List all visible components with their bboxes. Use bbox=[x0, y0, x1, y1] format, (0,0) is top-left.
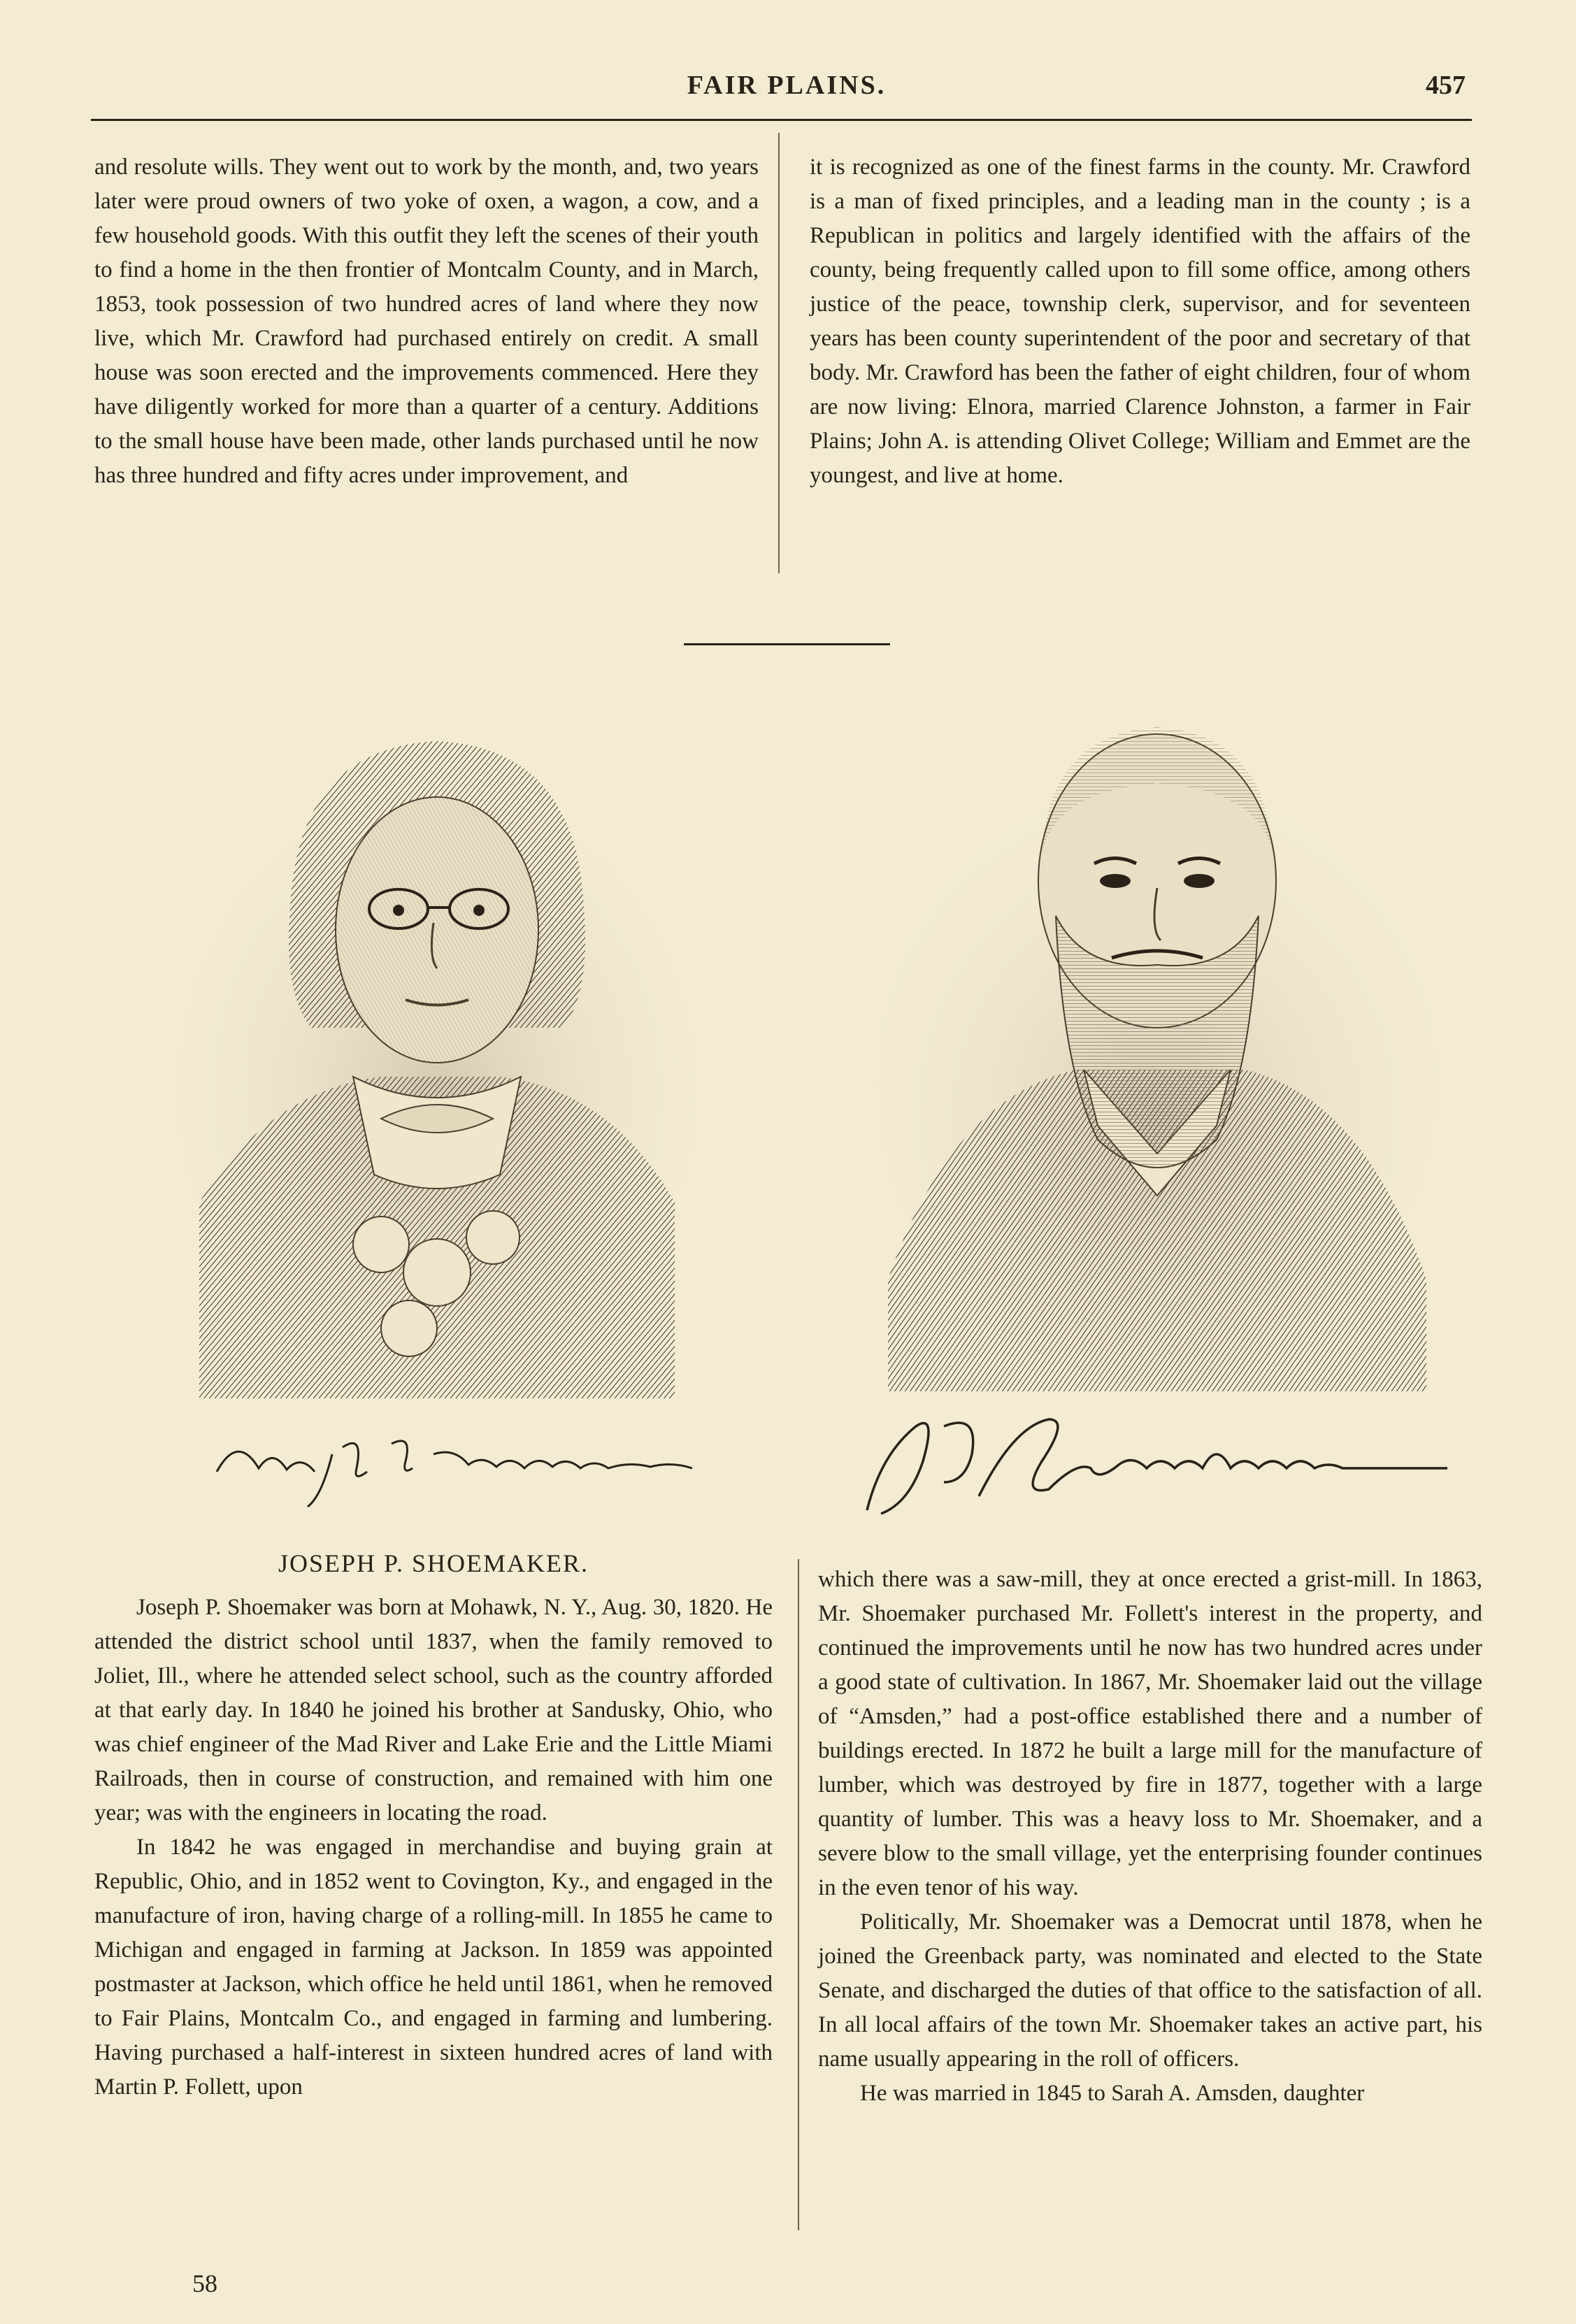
top-right-column bbox=[810, 150, 1470, 493]
folio: 58 bbox=[192, 2269, 217, 2297]
signature-j-p-shoemaker bbox=[839, 1398, 1454, 1524]
portrait-j-p-shoemaker bbox=[867, 706, 1447, 1391]
portrait-mrs-shoemaker bbox=[171, 699, 703, 1398]
page-number: 457 bbox=[1426, 71, 1466, 100]
signature-mrs-shoemaker bbox=[203, 1405, 706, 1510]
column-divider-bottom bbox=[798, 1559, 799, 2230]
column-divider-top bbox=[778, 133, 780, 573]
article-heading: JOSEPH P. SHOEMAKER. bbox=[278, 1549, 589, 1577]
paragraph: Joseph P. Shoemaker was born at Mohawk, N. Y., Aug. 30, 1820. He attended the district school until 1837, when the family removed to Joliet, Ill., where he attended select school, such as the country afforded at that early day. In 1840 he joined his brother at Sandusky, Ohio, who was chief engineer of the Mad River and Lake Erie and the Little Miami Railroads, then in course of construction, and remained with him one year; was with the engineers in locating the road. bbox=[94, 1595, 773, 1826]
running-head bbox=[0, 70, 1576, 112]
paragraph: In 1842 he was engaged in merchandise and buying grain at Republic, Ohio, and in 1852 went to Covington, Ky., and engaged in the manufacture of iron, having charge of a rolling-mill. In 1855 he came to Michigan and engaged in farming at Jackson. In 1859 was appointed postmaster at Jackson, which office he held until 1861, when he removed to Fair Plains, Montcalm Co., and engaged in farming and lumbering. Having purchased a half-interest in sixteen hundred acres of land with Martin P. Follett, upon bbox=[94, 1835, 773, 2100]
bottom-left-column bbox=[94, 1591, 773, 2104]
paragraph: Politically, Mr. Shoemaker was a Democrat until 1878, when he joined the Greenback party, was nominated and elected to the State Senate, and discharged the duties of that office to the satisfaction of all. In all local affairs of the town Mr. Shoemaker takes an active part, his name usually appearing in the roll of officers. bbox=[818, 1909, 1482, 2072]
running-title: FAIR PLAINS. bbox=[687, 71, 887, 100]
top-right-text: it is recognized as one of the finest farms in the county. Mr. Crawford is a man of fixed principles, and a leading man in the county ; is a Republican in politics and largely identified with the affairs of the county, being frequently called upon to fill some office, among others justice of the peace, township clerk, supervisor, and for seventeen years has been county superintendent of the poor and secretary of that body. Mr. Crawford has been the father of eight children, four of whom are now living: Elnora, married Clarence Johnston, a farmer in Fair Plains; John A. is attending Olivet College; William and Emmet are the youngest, and live at home. bbox=[810, 155, 1470, 488]
paragraph: which there was a saw-mill, they at once erected a grist-mill. In 1863, Mr. Shoemaker purchased Mr. Follett's interest in the property, and continued the improvements until he now has two hundred acres under a good state of cultivation. In 1867, Mr. Shoemaker laid out the village of “Amsden,” had a post-office established there and a number of buildings erected. In 1872 he built a large mill for the manufacture of lumber, which was destroyed by fire in 1877, together with a large quantity of lumber. This was a heavy loss to Mr. Shoemaker, and a severe blow to the small village, yet the enterprising founder continues in the even tenor of his way. bbox=[818, 1567, 1482, 1900]
bottom-right-column bbox=[818, 1563, 1482, 2111]
top-left-column bbox=[94, 150, 759, 493]
top-left-text: and resolute wills. They went out to work by the month, and, two years later were proud owners of two yoke of oxen, a wagon, a cow, and a few household goods. With this outfit they left the scenes of their youth to find a home in the then frontier of Montcalm County, and in March, 1853, took possession of two hundred acres of land where they now live, which Mr. Crawford had purchased entirely on credit. A small house was soon erected and the improvements commenced. Here they have diligently worked for more than a quarter of a century. Additions to the small house have been made, other lands purchased until he now has three hundred and fifty acres under improvement, and bbox=[94, 155, 759, 488]
paragraph: He was married in 1845 to Sarah A. Amsden, daughter bbox=[860, 2081, 1365, 2106]
section-rule bbox=[684, 643, 890, 645]
header-rule bbox=[91, 119, 1472, 121]
